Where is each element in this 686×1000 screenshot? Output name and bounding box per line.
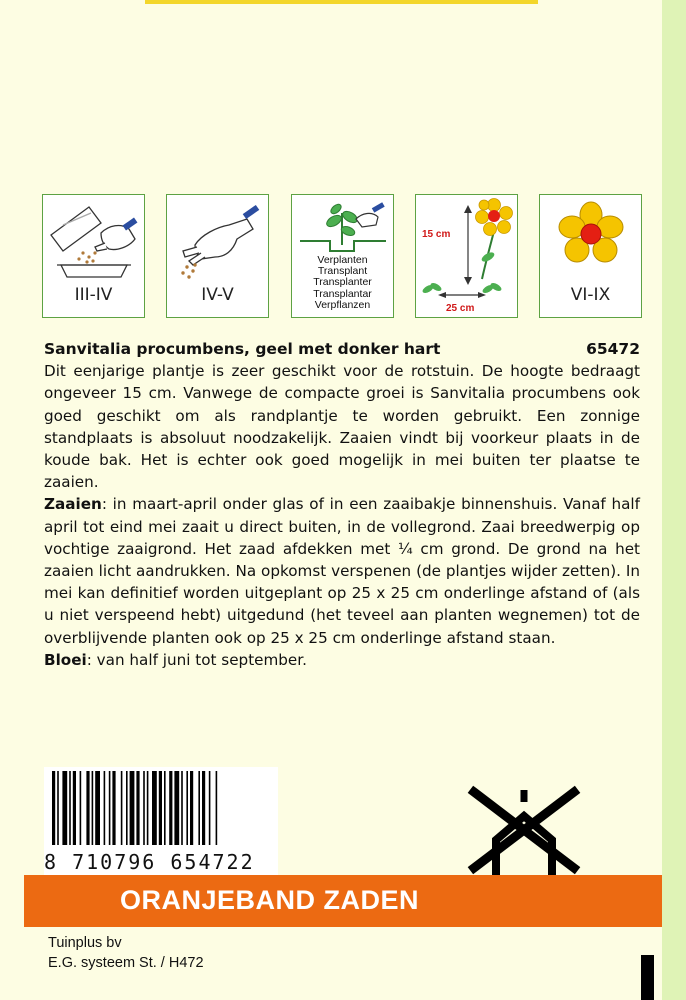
product-title: Sanvitalia procumbens, geel met donker hart: [44, 340, 441, 358]
footer-certification: E.G. systeem St. / H472: [48, 955, 204, 971]
sowing-under-glass-period: III-IV: [74, 285, 113, 305]
sowing-paragraph: [44, 493, 640, 648]
transplant-label-nl: Verplanten: [317, 254, 368, 266]
barcode-bar: [104, 771, 106, 845]
sowing-text: : in maart-april onder glas of in een zaaibakje binnenshuis. Vanaf half april tot eind mei zaait u direct buiten, in de vollegrond. Zaai breedwerpig op vochtige zaaigrond. Het zaad afdekken met ¼ cm grond. De grond na het zaaien licht aandrukken. Na opkomst verspenen (de plantjes wijder zetten). In mei kan definitief worden uitgeplant op 25 x 25 cm onderlinge afstand of (als u niet verspeend hebt) uitgedund (het teveel aan planten wegnemen) tot de overblijvende planten ook op 25 x 25 cm onderlinge afstand staan.: [44, 495, 640, 647]
barcode-bar: [143, 771, 145, 845]
yellow-flower-icon: [540, 195, 641, 285]
barcode-bar: [80, 771, 82, 845]
plant-height-label: 15 cm: [422, 229, 451, 240]
barcode-bar: [121, 771, 123, 845]
bloom-text: : van half juni tot september.: [86, 650, 307, 669]
sowing-outdoors-period: IV-V: [201, 285, 234, 305]
edge-black-bar: [641, 955, 654, 1000]
barcode-bar: [130, 771, 135, 845]
transplant-label-de: Verpflanzen: [314, 298, 371, 311]
sowing-label: Zaaien: [44, 495, 102, 514]
barcode-bar: [52, 771, 55, 845]
barcode-bar: [186, 771, 188, 845]
product-code: 65472: [586, 340, 640, 358]
right-border-strip: [662, 0, 686, 1000]
plant-spacing-label: 25 cm: [446, 303, 475, 314]
barcode-bar: [126, 771, 128, 845]
sowing-icons-row: [42, 194, 646, 320]
barcode-bar: [209, 771, 211, 845]
transplant-label-fr: Transplanter: [313, 276, 372, 289]
transplant-label-es: Transplantar: [313, 287, 372, 300]
brand-name: ORANJEBAND ZADEN: [120, 885, 420, 915]
barcode-bar: [159, 771, 162, 845]
barcode-bars: [44, 767, 278, 847]
windmill-logo-icon: [460, 782, 588, 875]
barcode-bar: [57, 771, 59, 845]
barcode-bar: [136, 771, 139, 845]
flowering-box: [539, 194, 642, 318]
product-description: [44, 338, 640, 671]
barcode-bar: [86, 771, 89, 845]
barcode-bar: [95, 771, 100, 845]
transplant-box: [291, 194, 394, 318]
sowing-under-glass-box: [42, 194, 145, 318]
barcode-bar: [181, 771, 183, 845]
footer-company: Tuinplus bv: [48, 935, 122, 951]
transplant-seedling-icon: [292, 195, 393, 255]
barcode-bar: [73, 771, 76, 845]
barcode-bar: [62, 771, 67, 845]
sowing-outdoors-box: [166, 194, 269, 318]
sowing-tray-icon: [43, 195, 144, 285]
hand-sowing-icon: [167, 195, 268, 285]
barcode: [44, 767, 278, 875]
product-title-row: [44, 338, 640, 360]
barcode-bar: [190, 771, 193, 845]
barcode-bar: [112, 771, 115, 845]
top-color-strip: [145, 0, 538, 4]
bloom-label: Bloei: [44, 650, 87, 669]
barcode-bar: [198, 771, 200, 845]
barcode-number: 8 710796 654722: [44, 850, 255, 874]
barcode-bar: [109, 771, 111, 845]
barcode-bar: [202, 771, 205, 845]
barcode-bar: [152, 771, 157, 845]
brand-band: [24, 875, 662, 927]
barcode-bar: [216, 771, 218, 845]
plant-dimensions-icon: [416, 195, 517, 317]
barcode-bar: [164, 771, 166, 845]
transplant-label-en: Transplant: [317, 265, 368, 278]
plant-dimensions-box: [415, 194, 518, 318]
barcode-bar: [147, 771, 149, 845]
barcode-bar: [92, 771, 94, 845]
barcode-bar: [69, 771, 71, 845]
barcode-bar: [174, 771, 179, 845]
flowering-period: VI-IX: [570, 285, 611, 305]
barcode-bar: [169, 771, 172, 845]
transplant-labels: [292, 255, 393, 311]
bloom-paragraph: [44, 649, 640, 671]
description-intro: Dit eenjarige plantje is zeer geschikt voor de rotstuin. De hoogte bedraagt ongeveer 15 cm. Vanwege de compacte groei is Sanvitalia procumbens ook goed geschikt om als randplantje te worden gebruikt. Een zonnige standplaats is absoluut noodzakelijk. Zaaien vindt bij voorkeur plaats in de koude bak. Het is echter ook goed mogelijk in mei buiten ter plaatse te zaaien.: [44, 362, 640, 492]
